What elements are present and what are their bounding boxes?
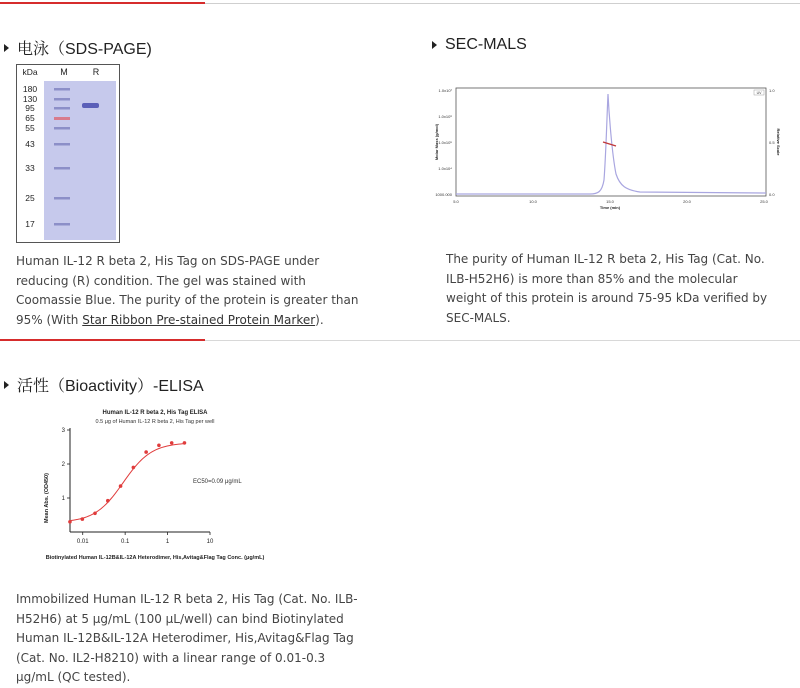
elisa-data-point bbox=[132, 466, 136, 470]
gel-marker-17: 17 bbox=[25, 219, 35, 229]
elisa-x-tick-label: 10 bbox=[206, 539, 214, 545]
sec-y-tick: 1.0x10⁶ bbox=[438, 114, 452, 119]
gel-marker-25: 25 bbox=[25, 193, 35, 203]
sds-caption-end: ). bbox=[315, 312, 324, 327]
elisa-data-point bbox=[81, 517, 85, 521]
elisa-data-point bbox=[93, 512, 97, 516]
elisa-fit-curve bbox=[70, 444, 185, 521]
elisa-caption: Immobilized Human IL-12 R beta 2, His Tag (Cat. No. ILB-H52H6) at 5 μg/mL (100 μL/well) can bind Biotinylated Human IL-12B&IL-12A Heterodimer, His,Avitag&Flag Tag (Cat. No. IL2-H8210) with a linear range of 0.01-0.3 μg/mL (QC tested). bbox=[16, 592, 358, 684]
sec-x-tick: 20.0 bbox=[683, 199, 691, 204]
sec-y-tick: 1.0x10⁷ bbox=[438, 88, 452, 93]
sec-y-tick: 1000.000 bbox=[435, 192, 452, 197]
elisa-ec50-annotation: EC50=0.09 μg/mL bbox=[193, 479, 242, 485]
sds-caption-text: Human IL-12 R beta 2, His Tag on SDS-PAGE under reducing (R) condition. The gel was stained with Coomassie Blue. The purity of the protein is greater than 95% (With bbox=[16, 254, 359, 327]
elisa-data-point bbox=[68, 520, 72, 524]
elisa-y-axis-label: Mean Abs. (OD450) bbox=[44, 473, 50, 523]
sec-caption: The purity of Human IL-12 R beta 2, His Tag (Cat. No. ILB-H52H6) is more than 85% and the molecular weight of this protein is around 75-95 kDa verified by SEC-MALS. bbox=[446, 252, 768, 325]
bullet-triangle-icon bbox=[432, 41, 437, 49]
gel-marker-180: 180 bbox=[22, 84, 38, 94]
gel-kda-label: kDa bbox=[22, 67, 38, 77]
sec-x-tick: 15.0 bbox=[606, 199, 614, 204]
sec-y2-axis-label: Relative Scale bbox=[776, 128, 781, 156]
elisa-section-title bbox=[4, 373, 204, 396]
sec-y-tick: 1.0x10⁵ bbox=[438, 140, 452, 145]
elisa-data-point bbox=[183, 441, 187, 445]
star-ribbon-marker-link[interactable]: Star Ribbon Pre-stained Protein Marker bbox=[82, 312, 316, 327]
sec-x-axis-label: Time (min) bbox=[599, 205, 621, 210]
gel-marker-55: 55 bbox=[25, 123, 35, 133]
elisa-x-tick-label: 1 bbox=[165, 539, 170, 545]
sec-legend-label: UV bbox=[756, 91, 762, 95]
elisa-title-text: 活性（Bioactivity）-ELISA bbox=[17, 378, 204, 395]
bullet-triangle-icon bbox=[4, 381, 9, 389]
sec-y2-tick: 1.0 bbox=[769, 88, 775, 93]
elisa-data-point bbox=[119, 484, 123, 488]
sds-caption bbox=[16, 252, 366, 330]
elisa-y-tick-label: 2 bbox=[61, 462, 65, 468]
section-accent-bar bbox=[0, 339, 205, 341]
top-accent-bar bbox=[0, 2, 205, 4]
sec-title-text: SEC-MALS bbox=[445, 36, 527, 53]
elisa-x-tick-label: 0.1 bbox=[120, 539, 130, 545]
elisa-chart-subtitle: 0.5 μg of Human IL-12 R beta 2, His Tag per well bbox=[95, 419, 215, 425]
elisa-data-point bbox=[106, 499, 110, 503]
gel-marker-65: 65 bbox=[25, 113, 35, 123]
gel-lane-m-label: M bbox=[60, 67, 68, 77]
sec-y-tick: 1.0x10⁴ bbox=[438, 166, 452, 171]
elisa-chart-title: Human IL-12 R beta 2, His Tag ELISA bbox=[102, 410, 208, 416]
bullet-triangle-icon bbox=[4, 44, 9, 52]
elisa-y-tick-label: 3 bbox=[61, 428, 65, 434]
sec-section-title bbox=[432, 36, 527, 54]
sec-mals-chart bbox=[430, 84, 780, 214]
gel-marker-43: 43 bbox=[25, 139, 35, 149]
sec-x-tick: 10.0 bbox=[529, 199, 537, 204]
elisa-chart bbox=[10, 402, 310, 572]
gel-lane-r-label: R bbox=[92, 67, 100, 77]
sds-title-text: 电泳（SDS-PAGE) bbox=[17, 41, 152, 58]
elisa-y-tick-label: 1 bbox=[61, 496, 65, 502]
elisa-x-tick-label: 0.01 bbox=[76, 539, 89, 545]
sec-x-tick: 25.0 bbox=[760, 199, 768, 204]
gel-marker-130: 130 bbox=[22, 94, 38, 104]
sds-page-gel-image bbox=[16, 64, 120, 243]
sec-y2-tick: 0.0 bbox=[769, 192, 775, 197]
elisa-data-point bbox=[170, 441, 174, 445]
sec-y-axis-label: Molar Mass (g/mol) bbox=[434, 123, 439, 161]
gel-marker-33: 33 bbox=[25, 163, 35, 173]
elisa-data-point bbox=[157, 444, 161, 448]
gel-marker-95: 95 bbox=[25, 103, 35, 113]
sec-y2-tick: 0.5 bbox=[769, 140, 775, 145]
elisa-data-point bbox=[144, 450, 148, 454]
sds-section-title bbox=[4, 36, 152, 59]
elisa-x-axis-label: Biotinylated Human IL-12B&IL-12A Heterodimer, His,Avitag&Flag Tag Conc. (μg/mL) bbox=[45, 555, 265, 561]
sec-x-tick: 5.0 bbox=[453, 199, 459, 204]
